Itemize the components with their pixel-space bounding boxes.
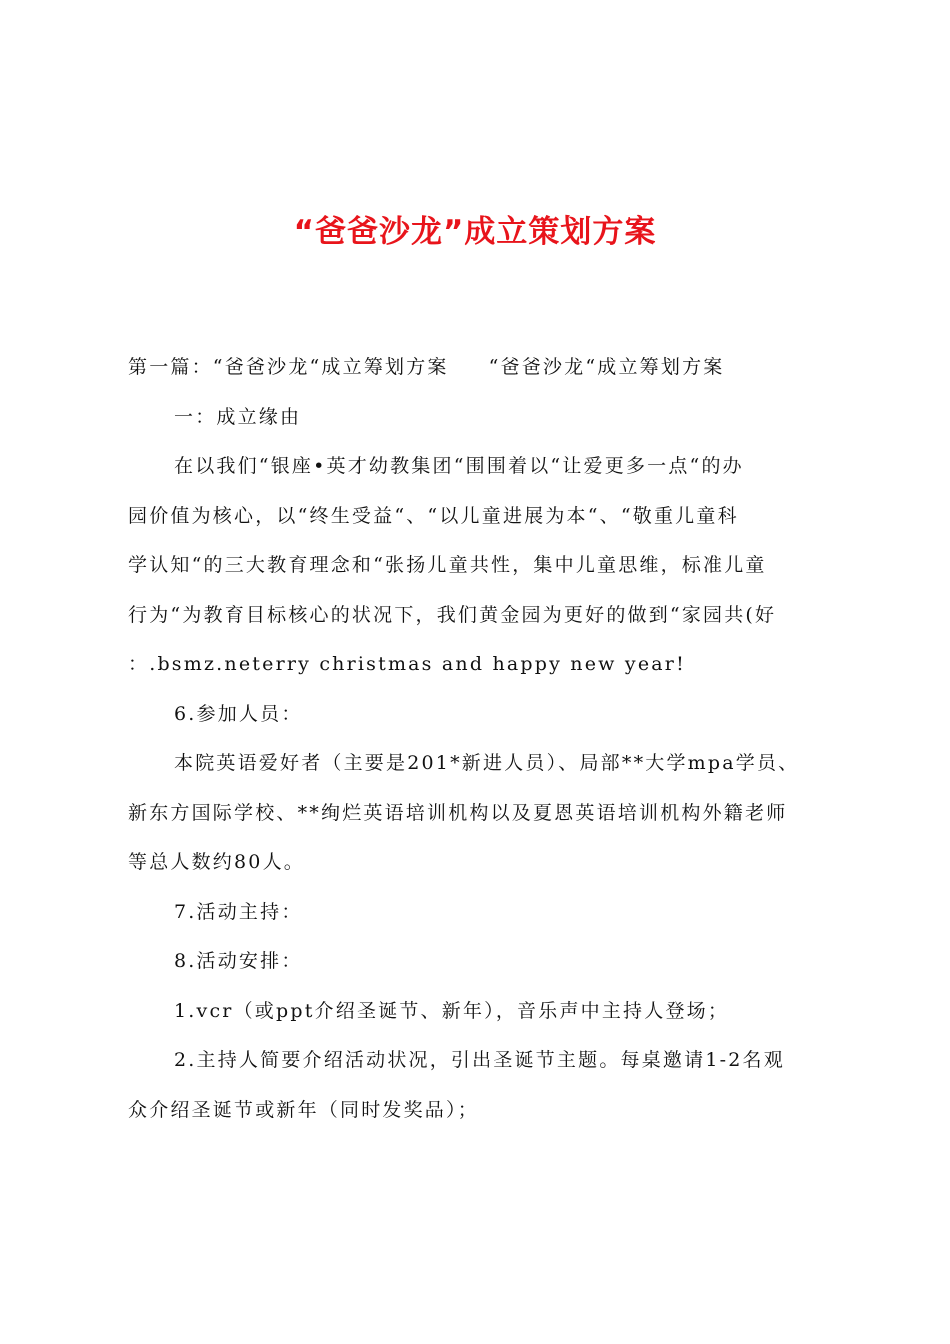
schedule-item-2-line: 众介绍圣诞节或新年（同时发奖品）； xyxy=(128,1098,479,1121)
schedule-item-2-line: 2.主持人简要介绍活动状况，引出圣诞节主题。每桌邀请1-2名观 xyxy=(174,1049,785,1071)
participants-line: 等总人数约80人。 xyxy=(128,851,305,873)
reason-line: 园价值为核心，以“终生受益“、“以儿童进展为本“、“敬重儿童科 xyxy=(128,504,739,527)
part-heading xyxy=(128,343,840,393)
document-body xyxy=(128,343,840,1135)
reason-line: 学认知“的三大教育理念和“张扬儿童共性，集中儿童思维，标准儿童 xyxy=(128,554,767,576)
participants-line: 本院英语爱好者（主要是201*新进人员）、局部**大学mpa学员、 xyxy=(174,752,800,774)
schedule-item-1: 1.vcr（或ppt介绍圣诞节、新年），音乐声中主持人登场； xyxy=(174,999,730,1022)
schedule-item-2 xyxy=(128,1036,840,1135)
reason-line: ：.bsmz.neterry christmas and happy new year! xyxy=(128,653,686,675)
participants-paragraph xyxy=(128,739,840,888)
schedule-heading: 8.活动安排： xyxy=(174,950,303,972)
part-heading-secondary: “爸爸沙龙“成立筹划方案 xyxy=(488,356,725,378)
reason-line: 行为“为教育目标核心的状况下，我们黄金园为更好的做到“家园共(好 xyxy=(128,603,777,626)
participants-heading: 6.参加人员： xyxy=(174,702,303,725)
participants-line: 新东方国际学校、**绚烂英语培训机构以及夏恩英语培训机构外籍老师 xyxy=(128,801,788,824)
part-heading-primary: 第一篇：“爸爸沙龙“成立筹划方案 xyxy=(128,356,449,378)
reason-line: 在以我们“银座•英才幼教集团“围围着以“让爱更多一点“的办 xyxy=(174,455,744,477)
reason-paragraph xyxy=(128,442,840,690)
document-title: “爸爸沙龙”成立策划方案 xyxy=(293,214,657,250)
section-reason-heading: 一：成立缘由 xyxy=(174,405,302,428)
host-heading: 7.活动主持： xyxy=(174,900,303,923)
